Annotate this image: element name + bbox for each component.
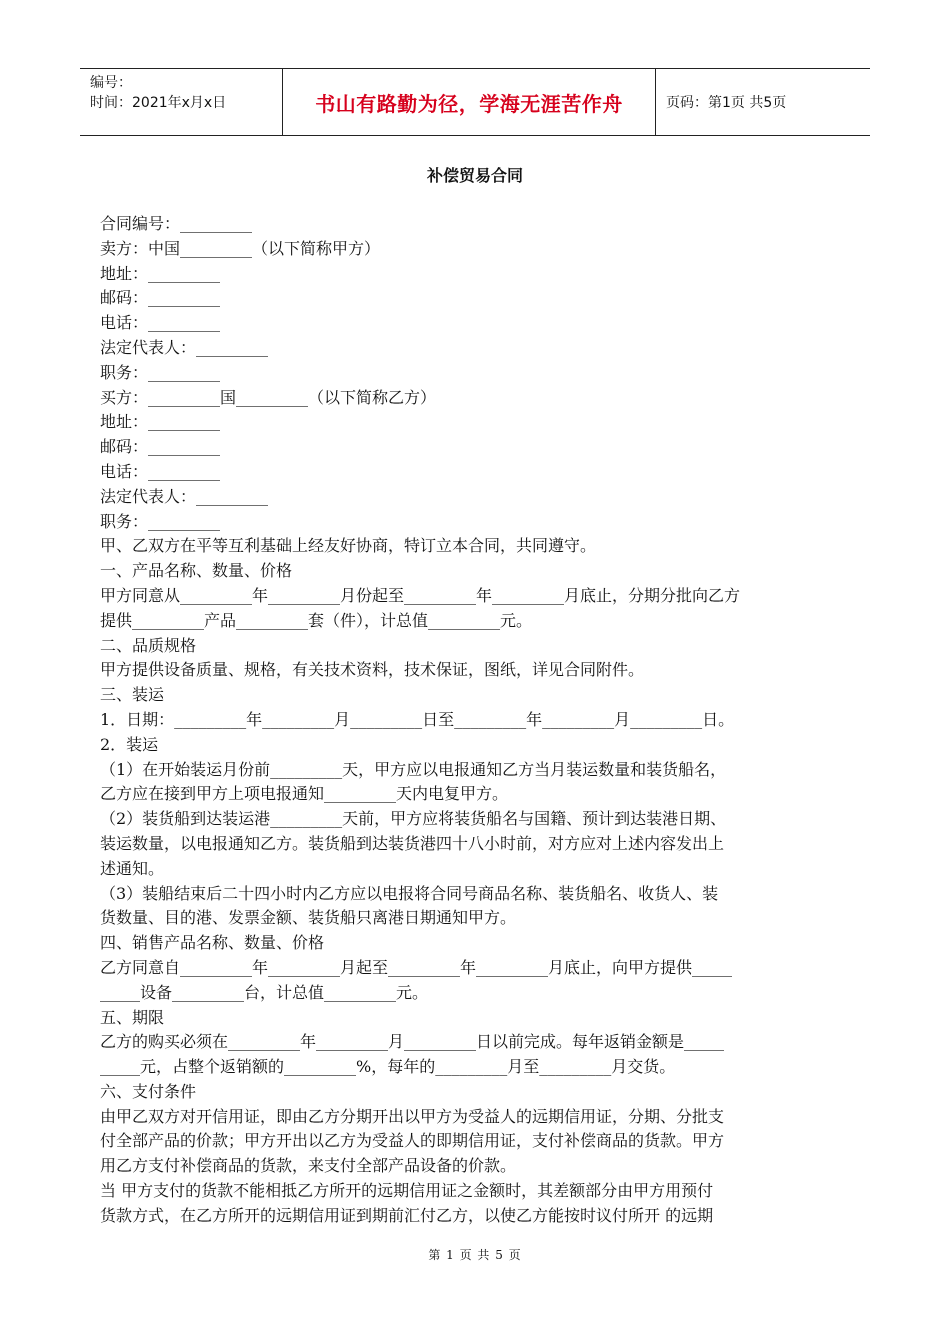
body-line: 货数量、目的港、发票金额、装货船只离港日期通知甲方。 — [100, 908, 517, 928]
body-line: 当 甲方支付的货款不能相抵乙方所开的远期信用证之金额时，其差额部分由甲方用预付 — [100, 1181, 714, 1201]
body-line: 用乙方支付补偿商品的货款，来支付全部产品设备的价款。 — [100, 1156, 517, 1176]
body-line: 法定代表人：_________ — [100, 486, 269, 506]
body-line: 提供_________产品_________套（件），计总值_________元。 — [100, 610, 533, 630]
document-title: 补偿贸易合同 — [426, 166, 523, 185]
header-motto: 书山有路勤为径，学海无涯苦作舟 — [282, 69, 656, 135]
document-body — [100, 212, 860, 1229]
body-line: 乙方同意自_________年_________月起至_________年_________月底止，向甲方提供_____ — [100, 957, 733, 977]
body-line: 述通知。 — [100, 858, 165, 878]
body-line: 1．日期：_________年_________月_________日至_________年_________月_________日。 — [100, 709, 735, 729]
header-page-info: 页码：第1页 共5页 — [666, 95, 787, 111]
body-line: 邮码：_________ — [100, 288, 221, 308]
body-line: 买方：_________国_________（以下简称乙方） — [100, 387, 437, 407]
body-line: 电话：_________ — [100, 461, 221, 481]
body-line: 甲方同意从_________年_________月份起至_________年_________月底止，分期分批向乙方 — [100, 585, 741, 605]
body-line: （3）装船结束后二十四小时内乙方应以电报将合同号商品名称、装货船名、收货人、装 — [100, 883, 719, 903]
header-meta-cell — [80, 69, 282, 135]
body-line: 货款方式，在乙方所开的远期信用证到期前汇付乙方，以使乙方能按时议付所开 的远期 — [100, 1205, 714, 1225]
header-table — [80, 68, 870, 136]
section-heading: 五、期限 — [100, 1007, 165, 1027]
body-line: _____设备_________台，计总值_________元。 — [100, 982, 429, 1002]
body-line: 电话：_________ — [100, 313, 221, 333]
body-line: 付全部产品的价款；甲方开出以乙方为受益人的即期信用证，支付补偿商品的货款。甲方 — [100, 1131, 725, 1151]
body-line: 职务：_________ — [100, 511, 221, 531]
body-line: 2．装运 — [100, 734, 159, 754]
body-line: 乙方的购买必须在_________年_________月_________日以前完成。每年返销金额是_____ — [100, 1032, 725, 1052]
body-line: 甲方提供设备质量、规格，有关技术资料，技术保证，图纸，详见合同附件。 — [100, 660, 645, 680]
body-line: 地址：_________ — [100, 263, 221, 283]
body-line: 由甲乙双方对开信用证，即由乙方分期开出以甲方为受益人的远期信用证，分期、分批支 — [100, 1106, 725, 1126]
section-heading: 一、产品名称、数量、价格 — [100, 561, 293, 581]
body-line: 邮码：_________ — [100, 437, 221, 457]
section-heading: 四、销售产品名称、数量、价格 — [100, 933, 325, 953]
body-line: 甲、乙双方在平等互利基础上经友好协商，特订立本合同，共同遵守。 — [100, 536, 597, 556]
page-footer: 第 1 页 共 5 页 — [428, 1248, 522, 1262]
document-number-label: 编号： — [90, 75, 132, 91]
body-line: 卖方：中国_________（以下简称甲方） — [100, 238, 381, 258]
body-line: 职务：_________ — [100, 362, 221, 382]
body-line: 装运数量，以电报通知乙方。装货船到达装货港四十八小时前，对方应对上述内容发出上 — [100, 833, 725, 853]
body-line: 乙方应在接到甲方上项电报通知_________天内电复甲方。 — [100, 784, 509, 804]
body-line: （1）在开始装运月份前_________天，甲方应以电报通知乙方当月装运数量和装货船名， — [100, 759, 727, 779]
body-line: _____元，占整个返销额的_________%，每年的_________月至_________月交货。 — [100, 1057, 676, 1077]
section-heading: 三、装运 — [100, 685, 165, 705]
section-heading: 二、品质规格 — [100, 635, 197, 655]
section-heading: 六、支付条件 — [100, 1081, 197, 1101]
document-date: 时间：2021年x月x日 — [90, 95, 227, 111]
body-line: 合同编号：_________ — [100, 214, 253, 233]
body-line: 法定代表人：_________ — [100, 337, 269, 357]
body-line: 地址：_________ — [100, 412, 221, 432]
body-line: （2）装货船到达装运港_________天前，甲方应将装货船名与国籍、预计到达装港日期、 — [100, 809, 727, 829]
